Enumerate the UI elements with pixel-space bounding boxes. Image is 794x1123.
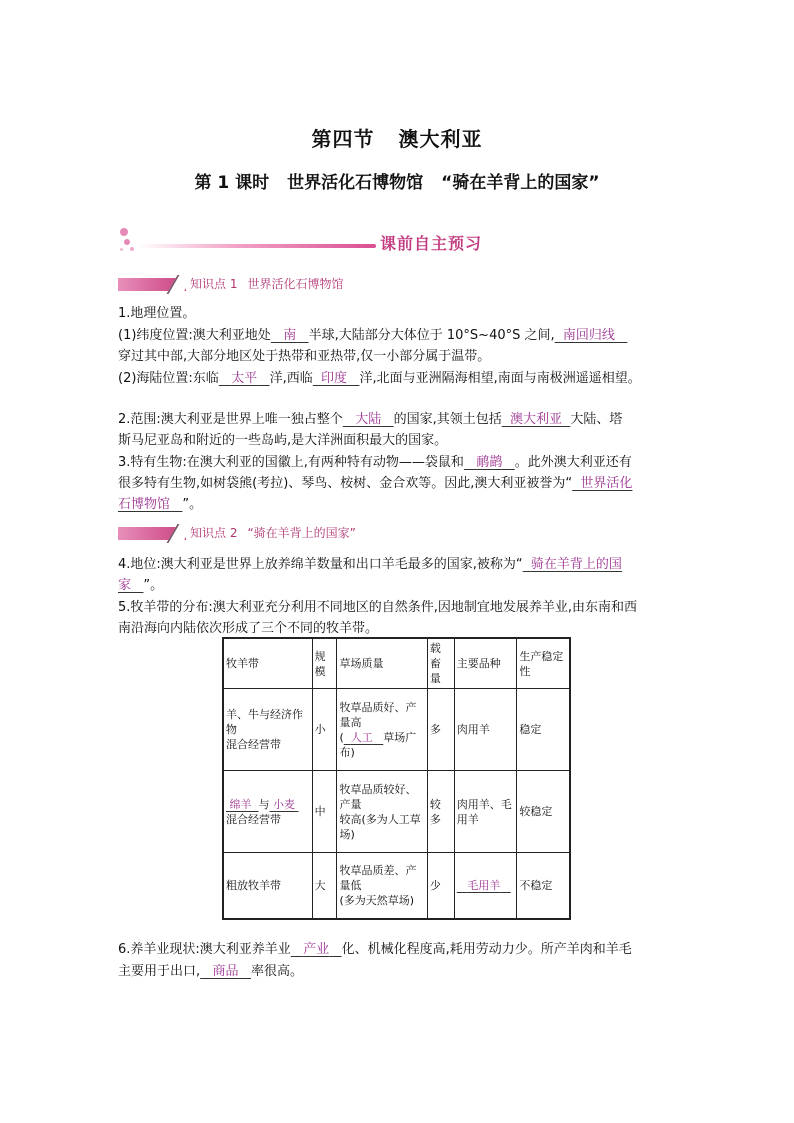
table-cell: 羊、牛与经济作物 混合经营带 bbox=[223, 689, 312, 771]
kp-name: “骑在羊背上的国家” bbox=[247, 526, 356, 540]
table-cell: 绵羊 与 小麦 混合经营带 bbox=[223, 771, 312, 853]
tag-icon bbox=[118, 527, 186, 540]
item-3-cont: 很多特有生物,如树袋熊(考拉)、琴鸟、桉树、金合欢等。因此,澳大利亚被誉为“ 世界活化 bbox=[118, 476, 633, 491]
answer-blank: 澳大利亚 bbox=[510, 412, 563, 427]
table-cell: 粗放牧羊带 bbox=[223, 853, 312, 919]
table-cell: 少 bbox=[427, 853, 454, 919]
table-cell: 肉用羊 bbox=[454, 689, 517, 771]
item-1: 1.地理位置。 bbox=[118, 306, 196, 321]
banner-line bbox=[138, 244, 376, 248]
header-cell: 主要品种 bbox=[454, 638, 517, 689]
table-cell: 牧草品质差、产量低 (多为天然草场) bbox=[337, 853, 427, 919]
kp-label: 知识点 2 bbox=[190, 526, 238, 540]
item-2: 2.范围:澳大利亚是世界上唯一独占整个 大陆 的国家,其领土包括 澳大利亚 大陆、塔 bbox=[118, 412, 623, 427]
header-cell: 生产稳定性 bbox=[517, 638, 570, 689]
kp-name: 世界活化石博物馆 bbox=[247, 277, 344, 291]
answer-blank: 商品 bbox=[212, 964, 239, 979]
item-2-cont: 斯马尼亚岛和附近的一些岛屿,是大洋洲面积最大的国家。 bbox=[118, 433, 448, 448]
item-3-cont2: 石博物馆 ”。 bbox=[118, 497, 203, 512]
lesson-topic-2: “骑在羊背上的国家” bbox=[441, 173, 600, 193]
header-cell: 载畜量 bbox=[427, 638, 454, 689]
section-name: 澳大利亚 bbox=[398, 127, 483, 151]
answer-blank: 印度 bbox=[321, 371, 348, 386]
table-cell: 较稳定 bbox=[517, 771, 570, 853]
table-cell: 毛用羊 bbox=[454, 853, 517, 919]
table-cell: 稳定 bbox=[517, 689, 570, 771]
table-cell: 较多 bbox=[427, 771, 454, 853]
lesson-topic-1: 世界活化石博物馆 bbox=[287, 173, 424, 193]
kp-label: 知识点 1 bbox=[190, 277, 238, 291]
item-1a-cont: 穿过其中部,大部分地区处于热带和亚热带,仅一小部分属于温带。 bbox=[118, 349, 491, 364]
answer-blank: 骑在羊背上的国 bbox=[530, 557, 622, 572]
item-6: 6.养羊业现状:澳大利亚养羊业 产业 化、机械化程度高,耗用劳动力少。所产羊肉和羊毛 bbox=[118, 942, 632, 957]
table-cell: 中 bbox=[312, 771, 337, 853]
lesson-subtitle bbox=[0, 168, 794, 193]
table-cell: 多 bbox=[427, 689, 454, 771]
pasture-belt-table bbox=[222, 637, 571, 920]
item-5: 5.牧羊带的分布:澳大利亚充分利用不同地区的自然条件,因地制宜地发展养羊业,由东南和西 bbox=[118, 600, 638, 615]
table-row bbox=[223, 771, 570, 853]
item-1a: (1)纬度位置:澳大利亚地处 南 半球,大陆部分大体位于 10°S~40°S 之间, 南回归线 bbox=[118, 325, 683, 346]
answer-blank: 南回归线 bbox=[562, 328, 615, 343]
table-header-row bbox=[223, 638, 570, 689]
table-row bbox=[223, 689, 570, 771]
section-banner bbox=[118, 228, 498, 260]
banner-title: 课前自主预习 bbox=[380, 234, 483, 253]
table-cell: 牧草品质好、产量高 ( 人工 草场广布) bbox=[337, 689, 427, 771]
lesson-number: 第 1 课时 bbox=[194, 173, 270, 193]
answer-blank: 家 bbox=[118, 578, 132, 593]
answer-blank: 世界活化 bbox=[580, 476, 633, 491]
page-title bbox=[0, 123, 794, 152]
header-cell: 规模 bbox=[312, 638, 337, 689]
answer-blank: 鸸鹋 bbox=[476, 455, 503, 470]
item-4: 4.地位:澳大利亚是世界上放养绵羊数量和出口羊毛最多的国家,被称为“ 骑在羊背上的国 bbox=[118, 557, 622, 572]
item-5-cont: 南沿海向内陆依次形成了三个不同的牧羊带。 bbox=[118, 621, 379, 636]
table-cell: 牧草品质较好、产量 较高(多为人工草场) bbox=[337, 771, 427, 853]
table-cell: 肉用羊、毛用羊 bbox=[454, 771, 517, 853]
tag-icon bbox=[118, 278, 186, 291]
section-number: 第四节 bbox=[311, 127, 375, 151]
answer-blank: 石博物馆 bbox=[118, 497, 171, 512]
table-cell: 小 bbox=[312, 689, 337, 771]
header-cell: 牧羊带 bbox=[223, 638, 312, 689]
item-4-cont: 家 ”。 bbox=[118, 578, 164, 593]
header-cell: 草场质量 bbox=[337, 638, 427, 689]
dots-decoration-icon bbox=[118, 228, 140, 258]
item-6-cont: 主要用于出口, 商品 率很高。 bbox=[118, 964, 303, 979]
item-1b: (2)海陆位置:东临 太平 洋,西临 印度 洋,北面与亚洲隔海相望,南面与南极洲遥遥相望。 bbox=[118, 371, 641, 386]
answer-blank: 太平 bbox=[231, 371, 258, 386]
answer-blank: 南 bbox=[283, 328, 297, 343]
answer-blank: 产业 bbox=[303, 942, 330, 957]
table-cell: 大 bbox=[312, 853, 337, 919]
answer-blank: 大陆 bbox=[355, 412, 382, 427]
item-3: 3.特有生物:在澳大利亚的国徽上,有两种特有动物——袋鼠和 鸸鹋 。此外澳大利亚还有 bbox=[118, 455, 632, 470]
table-cell: 不稳定 bbox=[517, 853, 570, 919]
table-row bbox=[223, 853, 570, 919]
